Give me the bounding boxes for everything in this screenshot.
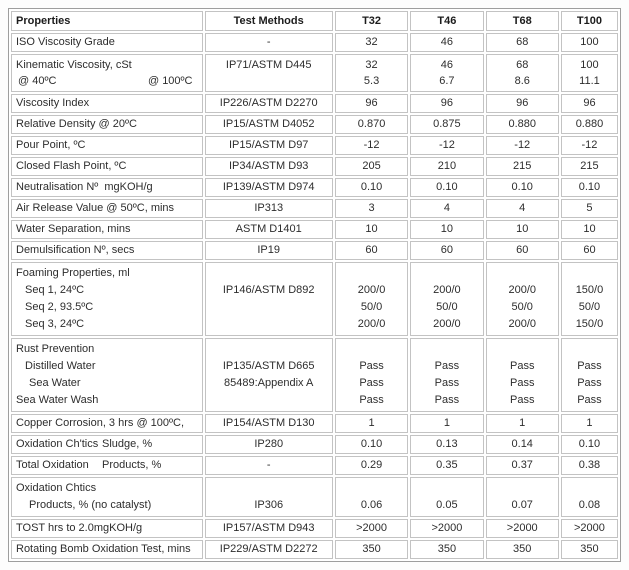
value-cell-t32: 0.06 — [335, 477, 408, 517]
value-cell-t100: 0.10 — [561, 435, 618, 454]
value-cell-t68: 68 — [486, 33, 559, 52]
method-cell — [205, 477, 333, 517]
property-cell: ISO Viscosity Grade — [11, 33, 203, 52]
property-line: Rust Prevention — [16, 343, 95, 355]
property-sublabel: Sludge, % — [102, 438, 153, 450]
value-cell-t32: 200/0 50/0 200/0 — [335, 262, 408, 336]
value-cell-t46: 210 — [410, 157, 483, 176]
value-cell-t46: 0.875 — [410, 115, 483, 134]
at-40c-label: @ 40ºC — [18, 75, 57, 87]
value-cell-t32: -12 — [335, 136, 408, 155]
value-cell-t46: 0.13 — [410, 435, 483, 454]
value-cell-t46: 1 — [410, 414, 483, 433]
property-cell — [11, 338, 203, 412]
value-cell-t100: 5 — [561, 199, 618, 218]
value-cell-t68: 10 — [486, 220, 559, 239]
property-cell: Neutralisation Nº mgKOH/g — [11, 178, 203, 197]
value-cell-t68: 350 — [486, 540, 559, 559]
row-rust-prevention — [11, 338, 618, 412]
value-cell-t46: -12 — [410, 136, 483, 155]
value-cell-t32: 350 — [335, 540, 408, 559]
property-line: Oxidation Chtics — [16, 482, 97, 494]
method-line: IP71/ASTM D445 — [225, 59, 312, 71]
value-cell-t46: 0.35 — [410, 456, 483, 475]
empty-line — [340, 341, 403, 358]
row-demulsification-number — [11, 241, 618, 260]
empty-line — [491, 265, 554, 282]
column-header-test-methods: Test Methods — [205, 11, 333, 31]
value-cell-t32: 0.870 — [335, 115, 408, 134]
column-header-t32: T32 — [335, 11, 408, 31]
value-cell-t32: 1 — [335, 414, 408, 433]
property-cell: Rotating Bomb Oxidation Test, mins — [11, 540, 203, 559]
row-copper-corrosion — [11, 414, 618, 433]
value-cell-t32: Pass Pass Pass — [335, 338, 408, 412]
products-label: Products, % (no catalyst) — [29, 499, 152, 511]
value-cell-t32: 60 — [335, 241, 408, 260]
row-tost — [11, 519, 618, 538]
value-cell-t68: 0.07 — [486, 477, 559, 517]
value-cell-t68: -12 — [486, 136, 559, 155]
row-pour-point — [11, 136, 618, 155]
method-cell: ASTM D1401 — [205, 220, 333, 239]
empty-line — [340, 265, 403, 282]
value-cell-t100: 215 — [561, 157, 618, 176]
value-cell-t100: 0.10 — [561, 178, 618, 197]
method-line: IP146/ASTM D892 — [222, 284, 315, 296]
value-cell-t32: 10 — [335, 220, 408, 239]
method-cell — [205, 262, 333, 336]
value-cell-t46: 60 — [410, 241, 483, 260]
seq2-label: Seq 2, 93.5ºC — [25, 301, 94, 313]
value-cell-t46: 0.10 — [410, 178, 483, 197]
value-cell-t100: 0.880 — [561, 115, 618, 134]
property-subline — [16, 73, 198, 89]
property-cell: Air Release Value @ 50ºC, mins — [11, 199, 203, 218]
row-water-separation — [11, 220, 618, 239]
row-total-oxidation — [11, 456, 618, 475]
value-cell-t100: 1 — [561, 414, 618, 433]
row-relative-density — [11, 115, 618, 134]
column-header-t68: T68 — [486, 11, 559, 31]
property-cell — [11, 477, 203, 517]
method-cell: IP313 — [205, 199, 333, 218]
property-cell — [11, 435, 203, 454]
value-cell-t100: >2000 — [561, 519, 618, 538]
property-cell: Demulsification Nº, secs — [11, 241, 203, 260]
property-cell — [11, 54, 203, 92]
value-cell-t68: 60 — [486, 241, 559, 260]
empty-line — [210, 265, 328, 282]
method-cell: IP157/ASTM D943 — [205, 519, 333, 538]
column-header-t100: T100 — [561, 11, 618, 31]
value-cell-t100: 0.38 — [561, 456, 618, 475]
property-sublabel: Products, % — [102, 459, 162, 471]
method-cell — [205, 338, 333, 412]
empty-line — [340, 480, 403, 497]
value-cell-t68: 4 — [486, 199, 559, 218]
header-row — [11, 11, 618, 31]
method-cell: IP154/ASTM D130 — [205, 414, 333, 433]
property-line: Foaming Properties, ml — [16, 267, 130, 279]
property-cell — [11, 262, 203, 336]
row-foaming-properties — [11, 262, 618, 336]
sea-water-label: Sea Water — [29, 377, 81, 389]
method-cell — [205, 54, 333, 92]
method-cell: IP280 — [205, 435, 333, 454]
value-cell-t100: -12 — [561, 136, 618, 155]
property-label: Oxidation Ch'tics — [16, 438, 99, 450]
empty-line — [566, 265, 613, 282]
property-cell — [11, 456, 203, 475]
lubricant-spec-table — [8, 8, 621, 562]
seq3-label: Seq 3, 24ºC — [25, 318, 85, 330]
empty-line — [415, 341, 478, 358]
row-kinematic-viscosity — [11, 54, 618, 92]
value-cell-t100: 150/0 50/0 150/0 — [561, 262, 618, 336]
value-cell-t46: 350 — [410, 540, 483, 559]
value-cell-t46: Pass Pass Pass — [410, 338, 483, 412]
value-cell-t46: 10 — [410, 220, 483, 239]
empty-line — [415, 265, 478, 282]
method-cell: IP226/ASTM D2270 — [205, 94, 333, 113]
value-cell-t32: 96 — [335, 94, 408, 113]
value-cell-t68: 215 — [486, 157, 559, 176]
property-cell: Viscosity Index — [11, 94, 203, 113]
value-cell-t68: 1 — [486, 414, 559, 433]
value-cell-t100: 100 11.1 — [561, 54, 618, 92]
method-cell: - — [205, 456, 333, 475]
value-cell-t46: 0.05 — [410, 477, 483, 517]
column-header-properties: Properties — [11, 11, 203, 31]
property-cell: Copper Corrosion, 3 hrs @ 100ºC, — [11, 414, 203, 433]
method-line-sea: 85489:Appendix A — [224, 377, 314, 389]
method-cell: IP139/ASTM D974 — [205, 178, 333, 197]
empty-line — [210, 480, 328, 497]
value-cell-t46: >2000 — [410, 519, 483, 538]
value-cell-t32: 32 — [335, 33, 408, 52]
empty-line — [415, 480, 478, 497]
value-cell-t68: 0.37 — [486, 456, 559, 475]
sea-water-wash-label: Sea Water Wash — [16, 394, 99, 406]
value-cell-t68: 0.10 — [486, 178, 559, 197]
empty-line — [566, 341, 613, 358]
property-cell: Pour Point, ºC — [11, 136, 203, 155]
distilled-water-label: Distilled Water — [25, 360, 96, 372]
method-cell: IP19 — [205, 241, 333, 260]
value-cell-t100: 10 — [561, 220, 618, 239]
property-line: Kinematic Viscosity, cSt — [16, 59, 132, 71]
method-line: IP306 — [254, 499, 284, 511]
value-cell-t46: 4 — [410, 199, 483, 218]
value-cell-t32: 32 5.3 — [335, 54, 408, 92]
property-cell: Closed Flash Point, ºC — [11, 157, 203, 176]
method-cell: - — [205, 33, 333, 52]
value-cell-t46: 46 — [410, 33, 483, 52]
row-closed-flash-point — [11, 157, 618, 176]
method-line-distilled: IP135/ASTM D665 — [222, 360, 315, 372]
value-cell-t68: 68 8.6 — [486, 54, 559, 92]
value-cell-t32: 0.10 — [335, 435, 408, 454]
row-oxidation-products — [11, 477, 618, 517]
row-air-release-value — [11, 199, 618, 218]
value-cell-t46: 200/0 50/0 200/0 — [410, 262, 483, 336]
property-cell: TOST hrs to 2.0mgKOH/g — [11, 519, 203, 538]
value-cell-t100: 60 — [561, 241, 618, 260]
method-cell: IP15/ASTM D97 — [205, 136, 333, 155]
value-cell-t68: 96 — [486, 94, 559, 113]
row-iso-viscosity-grade — [11, 33, 618, 52]
value-cell-t68: 0.880 — [486, 115, 559, 134]
method-cell: IP15/ASTM D4052 — [205, 115, 333, 134]
row-neutralisation-number — [11, 178, 618, 197]
at-100c-label: @ 100ºC — [147, 75, 193, 87]
empty-line — [566, 480, 613, 497]
column-header-t46: T46 — [410, 11, 483, 31]
value-cell-t32: >2000 — [335, 519, 408, 538]
empty-line — [491, 341, 554, 358]
empty-line — [491, 480, 554, 497]
property-cell: Water Separation, mins — [11, 220, 203, 239]
value-cell-t100: 350 — [561, 540, 618, 559]
row-rotating-bomb-oxidation — [11, 540, 618, 559]
value-cell-t46: 96 — [410, 94, 483, 113]
value-cell-t46: 46 6.7 — [410, 54, 483, 92]
value-cell-t68: Pass Pass Pass — [486, 338, 559, 412]
seq1-label: Seq 1, 24ºC — [25, 284, 85, 296]
property-cell: Relative Density @ 20ºC — [11, 115, 203, 134]
method-cell: IP34/ASTM D93 — [205, 157, 333, 176]
value-cell-t100: 96 — [561, 94, 618, 113]
value-cell-t32: 0.29 — [335, 456, 408, 475]
row-oxidation-sludge — [11, 435, 618, 454]
value-cell-t68: 200/0 50/0 200/0 — [486, 262, 559, 336]
value-cell-t100: Pass Pass Pass — [561, 338, 618, 412]
value-cell-t68: >2000 — [486, 519, 559, 538]
value-cell-t32: 205 — [335, 157, 408, 176]
value-cell-t100: 0.08 — [561, 477, 618, 517]
value-cell-t100: 100 — [561, 33, 618, 52]
empty-line — [210, 341, 328, 358]
value-cell-t32: 3 — [335, 199, 408, 218]
method-cell: IP229/ASTM D2272 — [205, 540, 333, 559]
property-label: Total Oxidation — [16, 459, 89, 471]
row-viscosity-index — [11, 94, 618, 113]
value-cell-t68: 0.14 — [486, 435, 559, 454]
value-cell-t32: 0.10 — [335, 178, 408, 197]
